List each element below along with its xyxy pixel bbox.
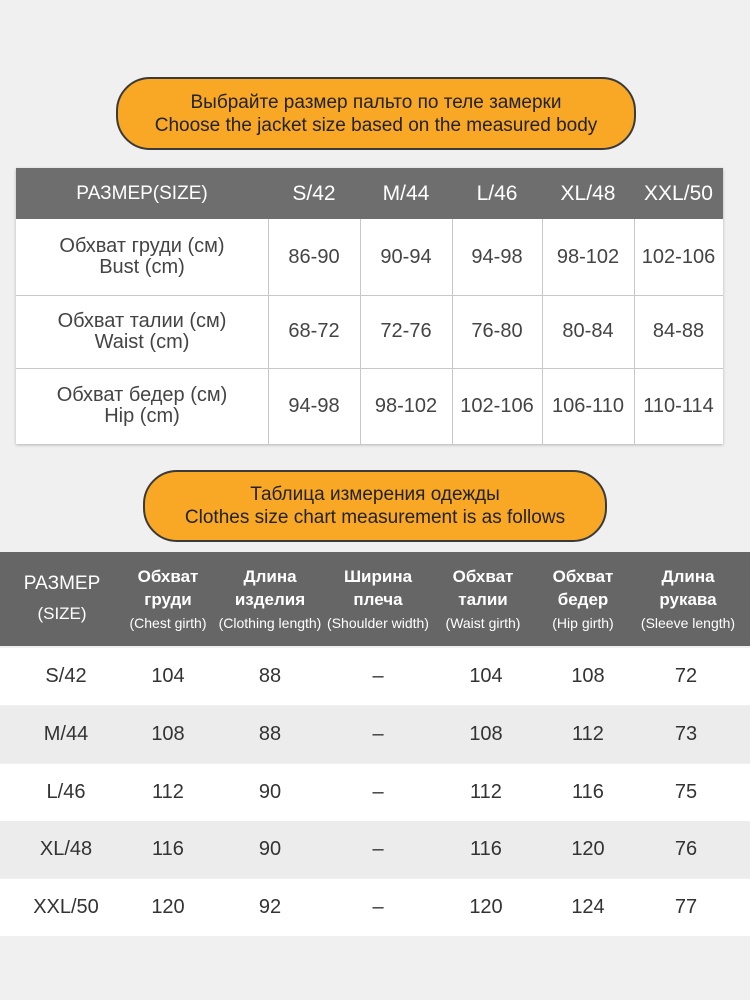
table-cell: 108 — [469, 723, 503, 745]
table-row — [0, 879, 750, 936]
table-cell: 86-90 — [288, 245, 340, 268]
table-cell: 84-88 — [652, 320, 705, 342]
table-cell: 120 — [469, 896, 503, 918]
col-ru-2: груди — [144, 590, 192, 609]
size-cell: M/44 — [43, 723, 89, 745]
col-en: (Chest girth) — [129, 615, 207, 631]
row-label-ru: Обхват талии (см) — [57, 309, 227, 332]
table-cell: 73 — [674, 723, 698, 745]
table-cell: 104 — [151, 665, 185, 687]
table-cell: 106-110 — [552, 394, 624, 417]
size-cell: S/42 — [45, 665, 87, 687]
table-cell: 92 — [258, 896, 282, 918]
garment-size-header-ru: РАЗМЕР — [23, 573, 101, 594]
table-row — [0, 706, 750, 763]
garment-table-header — [0, 552, 750, 646]
table-cell: 68-72 — [288, 320, 340, 342]
body-table-col-xl: XL/48 — [560, 182, 616, 205]
col-ru-2: талии — [458, 590, 508, 609]
table-cell: 72-76 — [380, 320, 432, 342]
table-cell: 90 — [258, 781, 282, 803]
size-cell: XL/48 — [39, 838, 93, 860]
table-row — [16, 368, 723, 444]
table-cell: 120 — [571, 838, 605, 860]
col-waist-girth — [434, 552, 532, 646]
garment-size-banner-ru: Таблица измерения одежды — [250, 484, 500, 505]
table-cell: 98-102 — [374, 394, 438, 417]
col-ru-1: Ширина — [343, 567, 413, 586]
body-size-banner-ru: Выбрайте размер пальто по теле замерки — [190, 91, 562, 113]
col-ru-1: Обхват — [452, 567, 514, 586]
table-cell: 88 — [258, 723, 282, 745]
col-hip-girth — [536, 552, 630, 646]
col-ru-1: Обхват — [552, 567, 614, 586]
row-label-en: Hip (cm) — [104, 405, 180, 427]
table-cell: – — [372, 838, 384, 860]
col-ru-1: Длина — [661, 567, 715, 586]
table-cell: 108 — [151, 723, 185, 745]
table-row — [0, 821, 750, 878]
row-label-ru: Обхват груди (см) — [59, 235, 225, 257]
body-measurement-table — [16, 168, 723, 444]
table-cell: 77 — [674, 896, 698, 918]
row-label — [16, 219, 268, 295]
table-cell: 112 — [152, 781, 184, 803]
table-cell: – — [372, 723, 384, 745]
table-cell: 120 — [151, 896, 185, 918]
table-cell: 94-98 — [288, 394, 340, 417]
table-cell: 102-106 — [460, 394, 534, 417]
body-size-banner — [116, 77, 636, 150]
table-cell: 75 — [674, 781, 698, 803]
table-cell: 98-102 — [556, 245, 620, 268]
table-cell: 116 — [470, 838, 502, 860]
table-cell: 88 — [258, 665, 282, 687]
body-table-col-m: M/44 — [382, 182, 430, 205]
garment-size-header — [0, 552, 124, 646]
col-ru-2: изделия — [234, 590, 306, 609]
table-cell: 72 — [674, 665, 698, 687]
table-cell: 124 — [571, 896, 605, 918]
size-cell: L/46 — [46, 781, 86, 803]
table-row — [16, 295, 723, 368]
table-cell: 116 — [572, 781, 604, 803]
col-en: (Hip girth) — [552, 615, 614, 631]
col-en: (Shoulder width) — [327, 615, 429, 631]
col-en: (Clothing length) — [218, 615, 322, 631]
col-ru-2: бедер — [557, 590, 609, 609]
table-row — [0, 764, 750, 821]
table-cell: 116 — [152, 838, 184, 860]
table-cell: 90 — [258, 838, 282, 860]
col-ru-2: плеча — [353, 590, 403, 609]
table-cell: 104 — [469, 665, 503, 687]
table-cell: – — [372, 781, 384, 803]
body-table-col-l: L/46 — [476, 182, 518, 205]
col-ru-2: рукава — [659, 590, 717, 609]
table-cell: 90-94 — [380, 245, 432, 268]
col-en: (Waist girth) — [445, 615, 521, 631]
row-label-en: Bust (cm) — [99, 256, 185, 278]
col-chest-girth — [118, 552, 218, 646]
col-shoulder-width — [324, 552, 432, 646]
body-table-size-header: РАЗМЕР(SIZE) — [76, 183, 208, 204]
table-cell: – — [372, 896, 384, 918]
body-table-col-xxl: XXL/50 — [644, 182, 713, 205]
row-label — [16, 368, 268, 444]
row-label-ru: Обхват бедер (см) — [56, 384, 228, 406]
body-table-header — [16, 168, 723, 219]
table-cell: 108 — [571, 665, 605, 687]
table-row — [16, 219, 723, 295]
table-cell: 110-114 — [643, 394, 714, 417]
table-cell: 76-80 — [471, 320, 523, 342]
body-size-banner-en: Choose the jacket size based on the measured body — [154, 114, 598, 136]
col-en: (Sleeve length) — [640, 615, 736, 631]
garment-size-banner — [143, 470, 607, 542]
table-cell: 112 — [470, 781, 502, 803]
size-cell: XXL/50 — [33, 896, 99, 918]
table-cell: 80-84 — [562, 320, 614, 342]
row-label — [16, 295, 268, 368]
garment-size-banner-en: Clothes size chart measurement is as follows — [184, 507, 566, 528]
garment-size-header-en: (SIZE) — [37, 604, 87, 623]
table-cell: – — [372, 665, 384, 687]
table-cell: 76 — [674, 838, 698, 860]
row-label-en: Waist (cm) — [94, 330, 190, 353]
table-cell: 102-106 — [641, 245, 716, 268]
col-ru-1: Длина — [243, 567, 297, 586]
table-cell: 112 — [572, 723, 604, 745]
col-sleeve-length — [634, 552, 742, 646]
table-cell: 94-98 — [471, 245, 523, 268]
body-table-col-s: S/42 — [292, 182, 336, 205]
table-row — [0, 648, 750, 705]
col-ru-1: Обхват — [137, 567, 199, 586]
col-clothing-length — [216, 552, 324, 646]
